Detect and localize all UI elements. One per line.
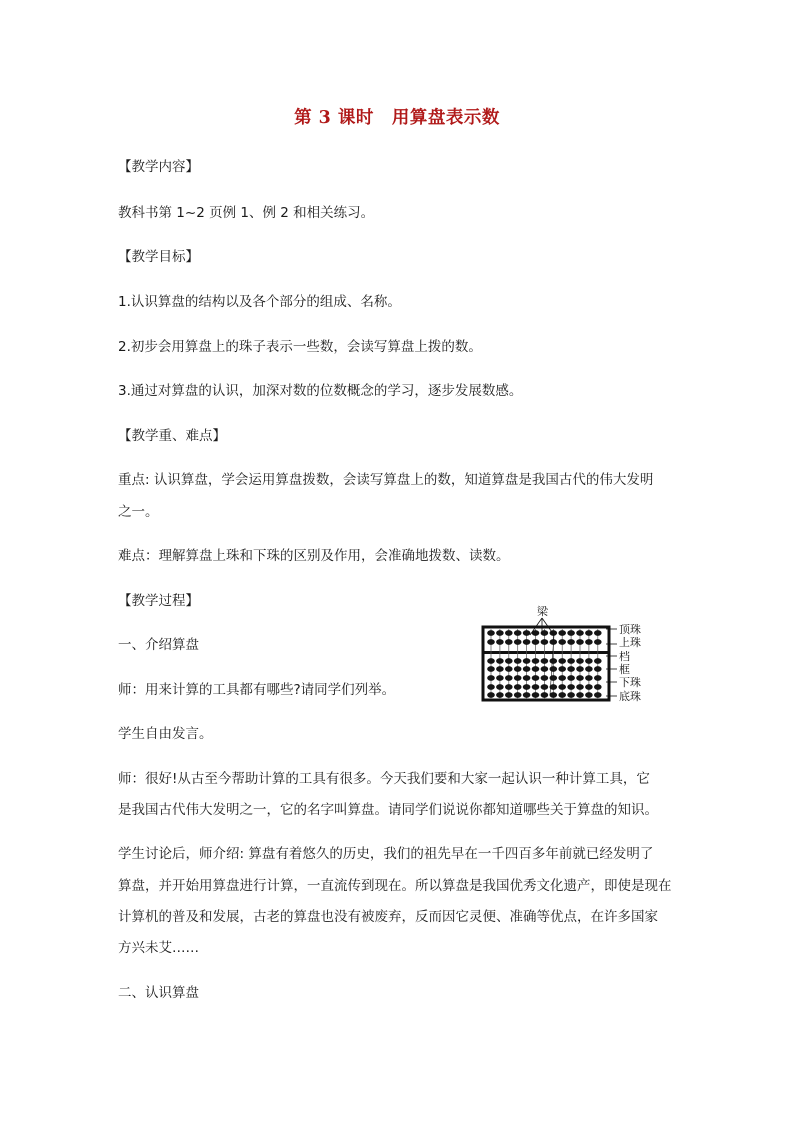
abacus-bead bbox=[541, 666, 549, 672]
abacus-bead bbox=[550, 666, 558, 672]
abacus-bead bbox=[487, 658, 495, 664]
goal-item-1: 1.认识算盘的结构以及各个部分的组成、名称。 bbox=[118, 294, 401, 310]
abacus-bead bbox=[541, 639, 549, 645]
abacus-bead bbox=[487, 684, 495, 690]
part2-title: 二、认识算盘 bbox=[118, 985, 199, 1001]
abacus-bead bbox=[558, 666, 566, 672]
key-point-line-1: 重点: 认识算盘，学会运用算盘拨数，会读写算盘上的数，知道算盘是我国古代的伟大发明 bbox=[118, 472, 654, 488]
abacus-bead bbox=[532, 666, 540, 672]
discussion-line-4: 方兴未艾…… bbox=[118, 940, 199, 956]
abacus-beam-bar bbox=[483, 651, 609, 654]
abacus-bead bbox=[567, 658, 575, 664]
abacus-bead bbox=[585, 684, 593, 690]
goal-item-3: 3.通过对算盘的认识，加深对数的位数概念的学习，逐步发展数感。 bbox=[118, 383, 523, 399]
abacus-bead bbox=[541, 658, 549, 664]
abacus-bead bbox=[585, 666, 593, 672]
abacus-bead bbox=[567, 675, 575, 681]
abacus-bead bbox=[505, 658, 513, 664]
teacher-intro-line-2: 是我国古代伟大发明之一，它的名字叫算盘。请同学们说说你都知道哪些关于算盘的知识。 bbox=[118, 802, 658, 818]
abacus-bead bbox=[532, 658, 540, 664]
abacus-bead bbox=[496, 692, 504, 698]
abacus-bead bbox=[576, 658, 584, 664]
abacus-bead bbox=[496, 658, 504, 664]
abacus-bead bbox=[576, 630, 584, 636]
abacus-bead bbox=[558, 692, 566, 698]
abacus-bead bbox=[496, 675, 504, 681]
abacus-bead bbox=[567, 692, 575, 698]
abacus-bead bbox=[594, 658, 602, 664]
abacus-bead bbox=[541, 684, 549, 690]
abacus-bead bbox=[487, 639, 495, 645]
abacus-bead bbox=[541, 675, 549, 681]
abacus-bead bbox=[514, 666, 522, 672]
difficulty-text: 难点：理解算盘上珠和下珠的区别及作用，会准确地拨数、读数。 bbox=[118, 548, 510, 564]
abacus-bead bbox=[514, 675, 522, 681]
abacus-bead bbox=[505, 639, 513, 645]
abacus-bead bbox=[594, 630, 602, 636]
label-beam: 梁 bbox=[537, 605, 548, 618]
abacus-bead bbox=[532, 675, 540, 681]
label-rod: 档 bbox=[619, 650, 630, 663]
student-free-talk: 学生自由发言。 bbox=[118, 726, 213, 742]
page-title: 第 3 课时 用算盘表示数 bbox=[294, 108, 500, 128]
abacus-bead bbox=[576, 639, 584, 645]
abacus-bead bbox=[532, 684, 540, 690]
discussion-line-1: 学生讨论后，师介绍: 算盘有着悠久的历史，我们的祖先早在一千四百多年前就已经发明了 bbox=[118, 846, 654, 862]
abacus-bead bbox=[487, 675, 495, 681]
abacus-bead bbox=[585, 639, 593, 645]
abacus-bead bbox=[496, 666, 504, 672]
abacus-bead bbox=[550, 675, 558, 681]
process-header: 【教学过程】 bbox=[118, 593, 199, 609]
abacus-bead bbox=[567, 630, 575, 636]
teacher-intro-line-1: 师：很好!从古至今帮助计算的工具有很多。今天我们要和大家一起认识一种计算工具，它 bbox=[118, 771, 650, 787]
goals-header: 【教学目标】 bbox=[118, 249, 199, 265]
label-bottom-bead: 底珠 bbox=[619, 690, 641, 703]
abacus-bead bbox=[585, 630, 593, 636]
abacus-bead bbox=[523, 630, 531, 636]
abacus-bead bbox=[523, 639, 531, 645]
abacus-bead bbox=[576, 675, 584, 681]
content-text: 教科书第 1~2 页例 1、例 2 和相关练习。 bbox=[118, 205, 375, 221]
abacus-bead bbox=[523, 684, 531, 690]
abacus-bead bbox=[558, 684, 566, 690]
abacus-bead bbox=[594, 666, 602, 672]
abacus-bead bbox=[567, 666, 575, 672]
abacus-bead bbox=[541, 692, 549, 698]
abacus-bead bbox=[576, 684, 584, 690]
content-header: 【教学内容】 bbox=[118, 159, 199, 175]
abacus-bead bbox=[594, 675, 602, 681]
abacus-bead bbox=[558, 639, 566, 645]
abacus-bead bbox=[567, 684, 575, 690]
abacus-bead bbox=[558, 658, 566, 664]
abacus-bead bbox=[514, 630, 522, 636]
abacus-bead bbox=[514, 639, 522, 645]
abacus-bead bbox=[487, 630, 495, 636]
key-header: 【教学重、难点】 bbox=[118, 428, 226, 444]
abacus-bead bbox=[487, 666, 495, 672]
label-upper-bead: 上珠 bbox=[619, 636, 641, 649]
abacus-bead bbox=[496, 630, 504, 636]
label-frame: 框 bbox=[619, 663, 630, 676]
abacus-bead bbox=[585, 692, 593, 698]
goal-item-2: 2.初步会用算盘上的珠子表示一些数，会读写算盘上拨的数。 bbox=[118, 339, 482, 355]
abacus-bead bbox=[558, 675, 566, 681]
abacus-bead bbox=[505, 630, 513, 636]
abacus-bead bbox=[567, 639, 575, 645]
abacus-bead bbox=[550, 658, 558, 664]
abacus-bead bbox=[523, 692, 531, 698]
abacus-diagram bbox=[480, 604, 655, 704]
abacus-bead bbox=[523, 658, 531, 664]
abacus-bead bbox=[594, 684, 602, 690]
abacus-bead bbox=[585, 658, 593, 664]
abacus-bead bbox=[514, 684, 522, 690]
teacher-question: 师：用来计算的工具都有哪些?请同学们列举。 bbox=[118, 682, 396, 698]
abacus-bead bbox=[576, 666, 584, 672]
abacus-bead bbox=[523, 666, 531, 672]
abacus-bead bbox=[532, 692, 540, 698]
abacus-bead bbox=[532, 639, 540, 645]
abacus-bead bbox=[550, 630, 558, 636]
label-top-bead: 顶珠 bbox=[619, 623, 641, 636]
part1-title: 一、介绍算盘 bbox=[118, 637, 199, 653]
abacus-bead bbox=[505, 684, 513, 690]
abacus-bead bbox=[576, 692, 584, 698]
abacus-bead bbox=[514, 658, 522, 664]
key-point-line-2: 之一。 bbox=[118, 504, 159, 520]
abacus-bead bbox=[514, 692, 522, 698]
abacus-bead bbox=[505, 692, 513, 698]
abacus-bead bbox=[505, 666, 513, 672]
label-lower-bead: 下珠 bbox=[619, 676, 641, 689]
abacus-bead bbox=[550, 692, 558, 698]
abacus-bead bbox=[594, 639, 602, 645]
abacus-bead bbox=[496, 684, 504, 690]
abacus-bead bbox=[585, 675, 593, 681]
abacus-bead bbox=[523, 675, 531, 681]
discussion-line-3: 计算机的普及和发展，古老的算盘也没有被废弃，反而因它灵便、准确等优点，在许多国家 bbox=[118, 909, 658, 925]
abacus-bead bbox=[558, 630, 566, 636]
abacus-bead bbox=[487, 692, 495, 698]
abacus-bead bbox=[505, 675, 513, 681]
discussion-line-2: 算盘，并开始用算盘进行计算，一直流传到现在。所以算盘是我国优秀文化遗产，即使是现在 bbox=[118, 878, 672, 894]
abacus-bead bbox=[496, 639, 504, 645]
abacus-bead bbox=[594, 692, 602, 698]
